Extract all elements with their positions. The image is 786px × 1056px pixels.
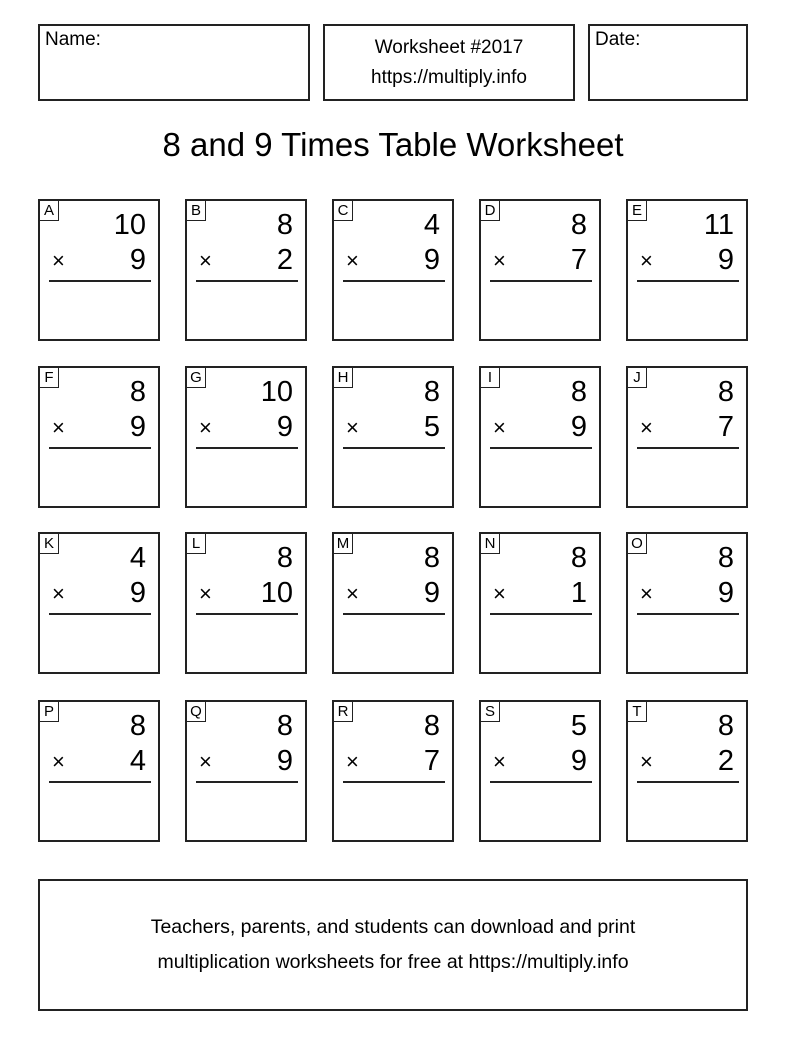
times-sign: × [493, 749, 506, 774]
multiplicand: 8 [570, 542, 587, 574]
times-sign: × [346, 581, 359, 606]
answer-line [637, 447, 739, 449]
multiplier: 2 [717, 745, 734, 777]
answer-line [490, 447, 592, 449]
problem-letter: N [481, 534, 500, 554]
answer-line [196, 447, 298, 449]
problem-card[interactable] [626, 199, 748, 341]
multiplier: 9 [129, 244, 146, 276]
times-sign: × [52, 415, 65, 440]
problem-card[interactable] [185, 532, 307, 674]
problem-letter: F [40, 368, 59, 388]
problem-letter: D [481, 201, 500, 221]
answer-line [637, 613, 739, 615]
multiplicand: 4 [129, 542, 146, 574]
multiplier: 4 [129, 745, 146, 777]
multiplier: 5 [423, 411, 440, 443]
multiplier: 9 [129, 411, 146, 443]
multiplier: 9 [717, 577, 734, 609]
times-sign: × [346, 749, 359, 774]
problem-card[interactable] [626, 366, 748, 508]
multiplicand: 8 [423, 542, 440, 574]
multiplier: 7 [570, 244, 587, 276]
answer-line [343, 280, 445, 282]
footer-line-2: multiplication worksheets for free at https://multiply.info [157, 951, 629, 973]
multiplicand: 10 [113, 209, 146, 241]
multiplicand: 8 [423, 376, 440, 408]
multiplier: 10 [260, 577, 293, 609]
answer-line [196, 613, 298, 615]
multiplicand: 8 [717, 542, 734, 574]
multiplicand: 8 [276, 542, 293, 574]
problem-letter: B [187, 201, 206, 221]
times-sign: × [493, 415, 506, 440]
multiplier: 2 [276, 244, 293, 276]
problem-letter: Q [187, 702, 206, 722]
worksheet-url: https://multiply.info [371, 66, 527, 88]
multiplicand: 8 [423, 710, 440, 742]
multiplicand: 5 [570, 710, 587, 742]
times-sign: × [52, 581, 65, 606]
answer-line [49, 447, 151, 449]
problem-letter: E [628, 201, 647, 221]
problem-letter: M [334, 534, 353, 554]
problem-card[interactable] [185, 366, 307, 508]
footer-line-1: Teachers, parents, and students can download and print [150, 916, 636, 938]
answer-line [49, 781, 151, 783]
worksheet-number: Worksheet #2017 [374, 36, 524, 58]
problem-card[interactable] [332, 199, 454, 341]
problem-letter: A [40, 201, 59, 221]
date-label: Date: [595, 29, 641, 50]
multiplicand: 11 [703, 209, 734, 241]
problem-card[interactable] [626, 532, 748, 674]
multiplier: 9 [423, 577, 440, 609]
multiplier: 9 [570, 745, 587, 777]
answer-line [49, 613, 151, 615]
times-sign: × [640, 749, 653, 774]
times-sign: × [52, 749, 65, 774]
footer-box [38, 879, 748, 1011]
answer-line [637, 781, 739, 783]
times-sign: × [346, 415, 359, 440]
multiplicand: 8 [276, 209, 293, 241]
multiplicand: 4 [423, 209, 440, 241]
name-field[interactable] [38, 24, 310, 101]
problem-card[interactable] [332, 532, 454, 674]
times-sign: × [199, 248, 212, 273]
times-sign: × [199, 415, 212, 440]
problem-letter: J [628, 368, 647, 388]
page-title: 8 and 9 Times Table Worksheet [162, 126, 624, 163]
multiplier: 9 [129, 577, 146, 609]
times-sign: × [493, 581, 506, 606]
problem-card[interactable] [38, 700, 160, 842]
date-field[interactable] [588, 24, 748, 101]
problem-card[interactable] [626, 700, 748, 842]
problem-letter: P [40, 702, 59, 722]
multiplier: 9 [717, 244, 734, 276]
times-sign: × [199, 581, 212, 606]
problem-letter: I [481, 368, 500, 388]
multiplier: 9 [276, 411, 293, 443]
multiplicand: 8 [276, 710, 293, 742]
multiplicand: 8 [717, 710, 734, 742]
answer-line [490, 280, 592, 282]
times-sign: × [199, 749, 212, 774]
answer-line [343, 447, 445, 449]
name-label: Name: [45, 29, 101, 50]
times-sign: × [493, 248, 506, 273]
problem-card[interactable] [38, 366, 160, 508]
multiplier: 7 [423, 745, 440, 777]
problem-letter: G [187, 368, 206, 388]
problem-letter: L [187, 534, 206, 554]
answer-line [196, 280, 298, 282]
times-sign: × [346, 248, 359, 273]
worksheet-info-box [323, 24, 575, 101]
times-sign: × [52, 248, 65, 273]
problem-card[interactable] [185, 199, 307, 341]
times-sign: × [640, 248, 653, 273]
multiplier: 1 [570, 577, 587, 609]
problem-card[interactable] [185, 700, 307, 842]
problem-card[interactable] [479, 366, 601, 508]
problem-card[interactable] [332, 366, 454, 508]
multiplicand: 8 [129, 376, 146, 408]
problem-card[interactable] [38, 199, 160, 341]
multiplier: 9 [276, 745, 293, 777]
multiplier: 9 [423, 244, 440, 276]
problem-letter: S [481, 702, 500, 722]
problem-card[interactable] [38, 532, 160, 674]
answer-line [490, 613, 592, 615]
problem-card[interactable] [479, 532, 601, 674]
problem-letter: H [334, 368, 353, 388]
problem-letter: K [40, 534, 59, 554]
multiplier: 9 [570, 411, 587, 443]
answer-line [343, 781, 445, 783]
multiplicand: 8 [129, 710, 146, 742]
answer-line [637, 280, 739, 282]
answer-line [343, 613, 445, 615]
multiplicand: 8 [570, 209, 587, 241]
multiplier: 7 [717, 411, 734, 443]
multiplicand: 8 [717, 376, 734, 408]
problem-letter: T [628, 702, 647, 722]
problem-letter: R [334, 702, 353, 722]
answer-line [49, 280, 151, 282]
answer-line [196, 781, 298, 783]
times-sign: × [640, 581, 653, 606]
problem-card[interactable] [332, 700, 454, 842]
problem-card[interactable] [479, 700, 601, 842]
multiplicand: 8 [570, 376, 587, 408]
problem-letter: O [628, 534, 647, 554]
problem-card[interactable] [479, 199, 601, 341]
times-sign: × [640, 415, 653, 440]
multiplicand: 10 [260, 376, 293, 408]
problem-letter: C [334, 201, 353, 221]
answer-line [490, 781, 592, 783]
